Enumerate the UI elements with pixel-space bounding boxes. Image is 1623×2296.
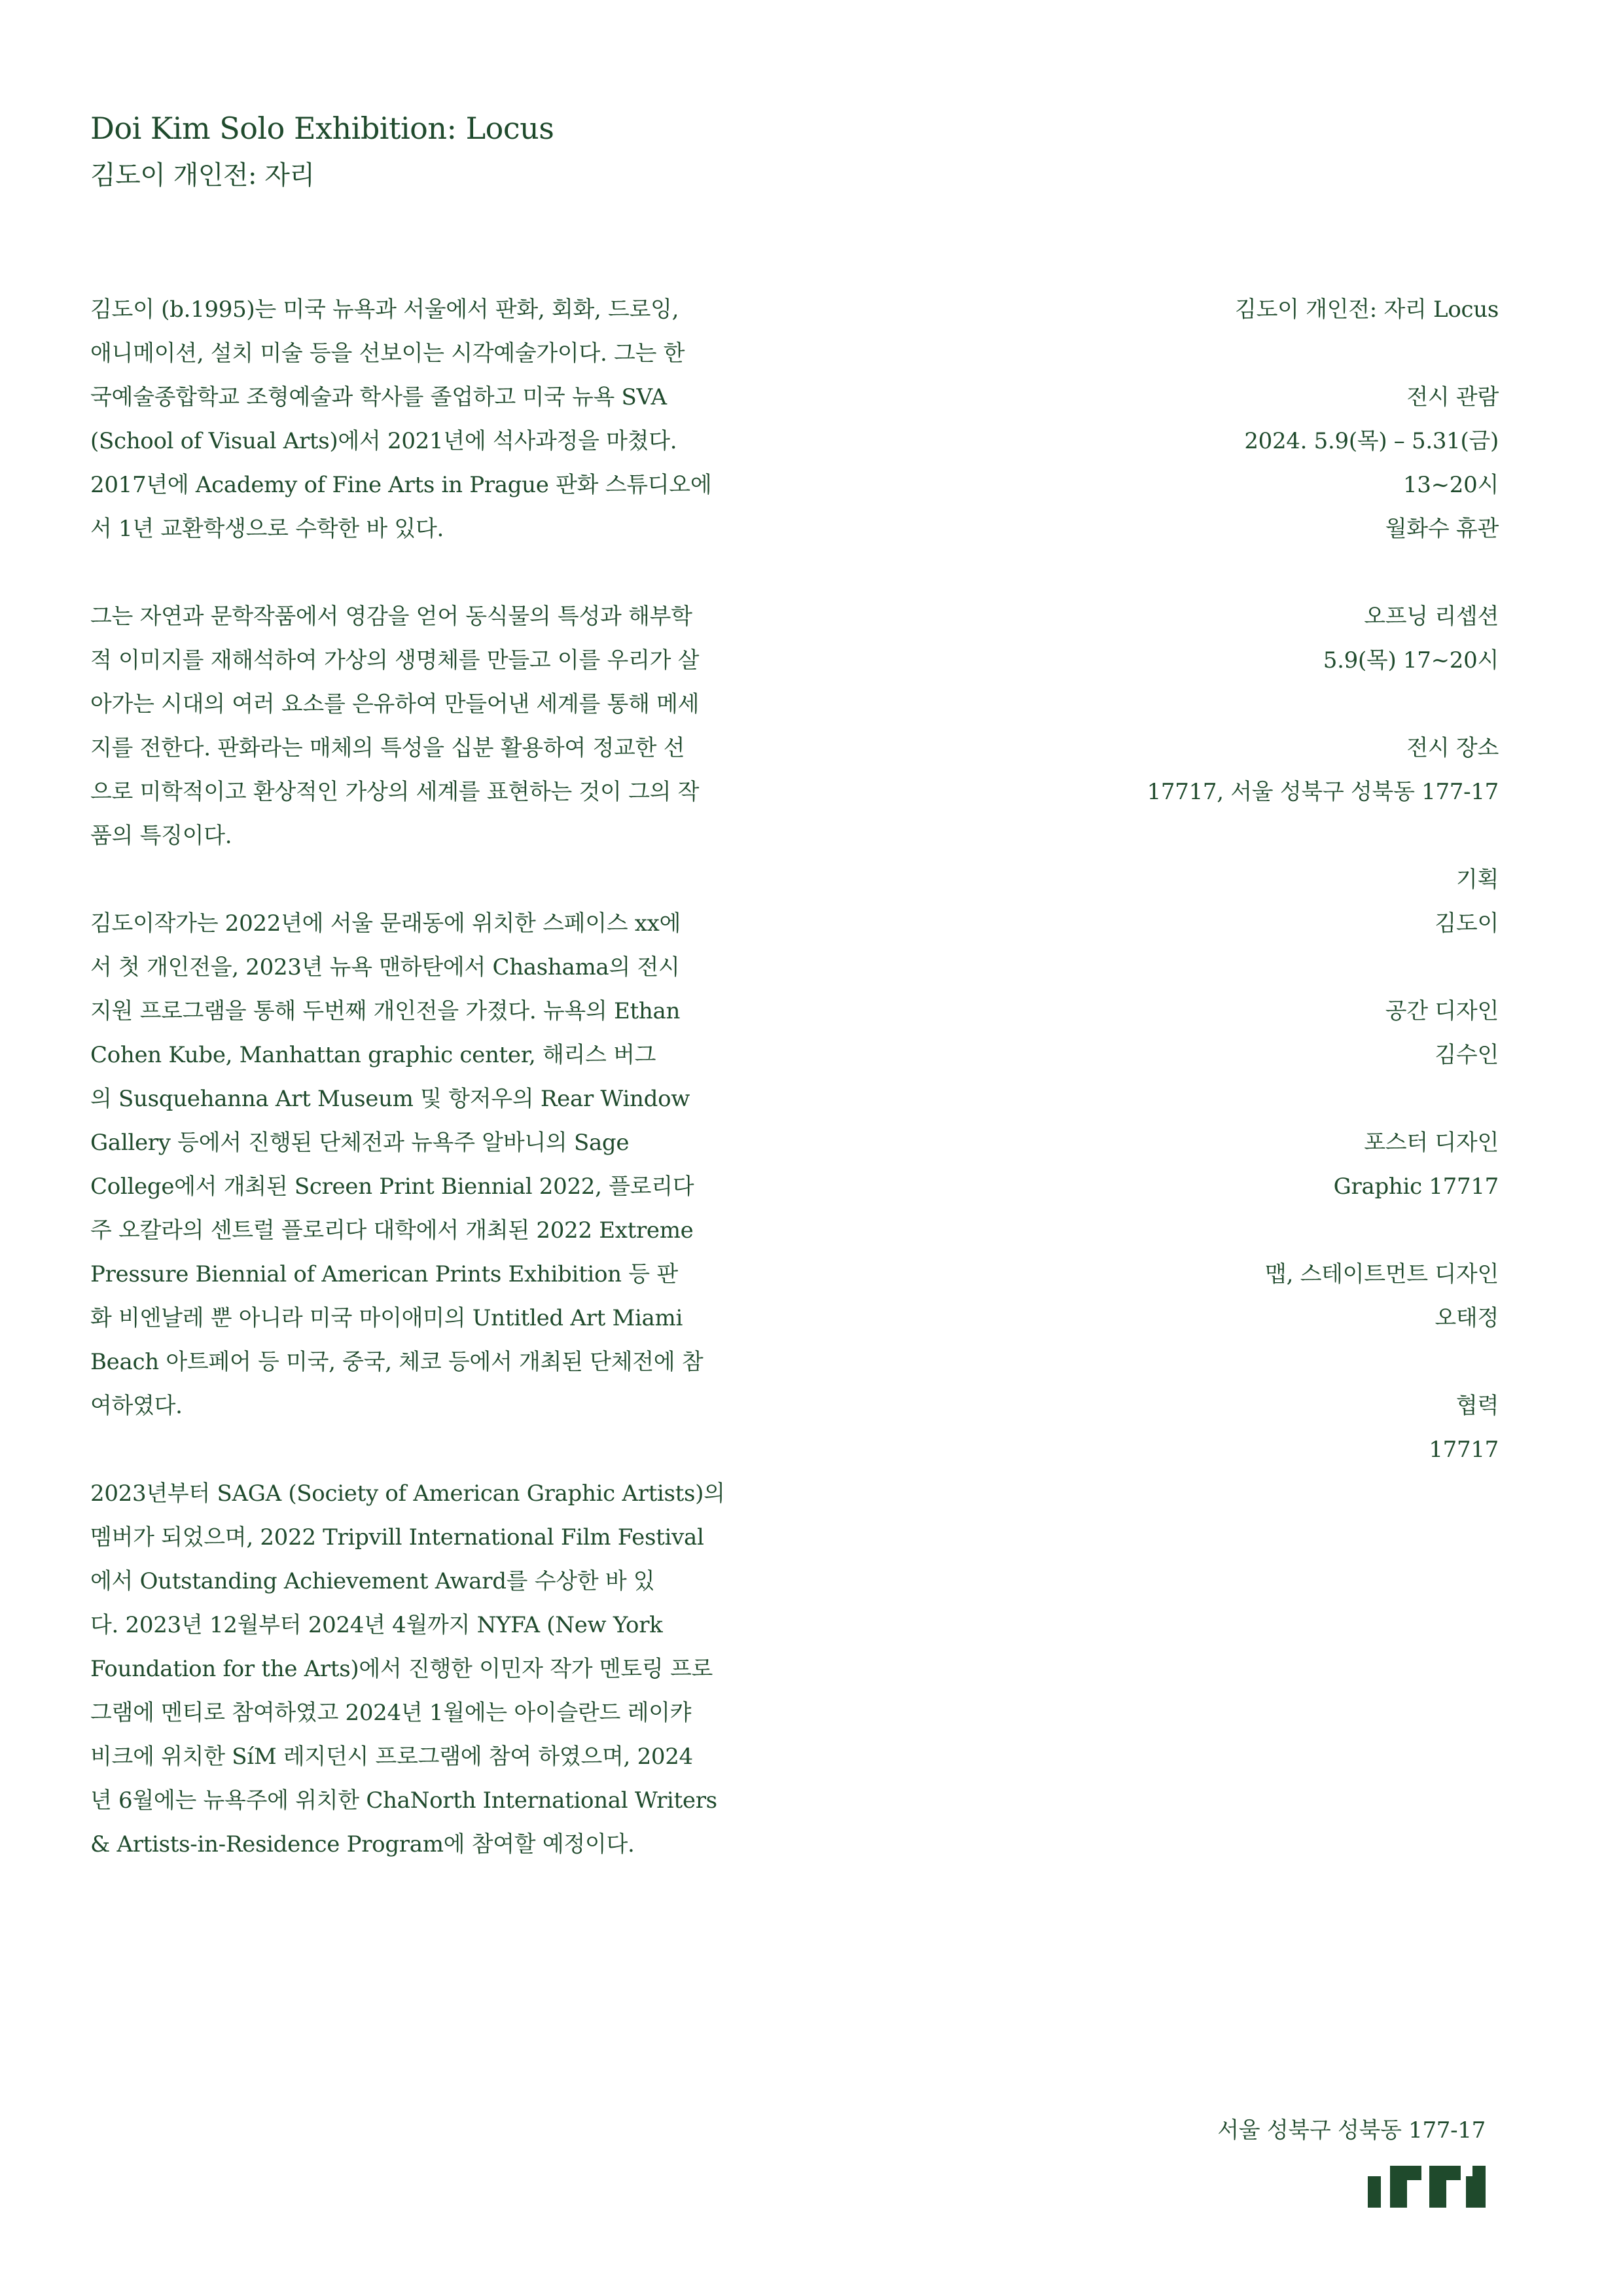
bio-line: 2023년부터 SAGA (Society of American Graphic Artists)의 [90,1480,725,1507]
bio-line: 아가는 시대의 여러 요소를 은유하여 만들어낸 세계를 통해 메세 [90,691,700,717]
bio-paragraph-1 [90,288,771,551]
bio-line: 국예술종합학교 조형예술과 학사를 졸업하고 미국 뉴욕 SVA [90,384,667,410]
bio-line: 다. 2023년 12월부터 2024년 4월까지 NYFA (New York [90,1612,663,1638]
bio-line: 김도이 (b.1995)는 미국 뉴욕과 서울에서 판화, 회화, 드로잉, [90,296,679,323]
bio-line: 여하였다. [90,1393,183,1419]
info-line: 오태정 [1435,1305,1499,1331]
info-heading: 기획 [1455,867,1499,893]
info-line: 2024. 5.9(목) – 5.31(금) [1244,428,1499,454]
bio-line: 멤버가 되었으며, 2022 Tripvill International Film Festival [90,1524,704,1551]
info-heading: 협력 [1455,1393,1499,1419]
info-line: 김도이 개인전: 자리 Locus [1235,296,1499,323]
bio-line: 김도이작가는 2022년에 서울 문래동에 위치한 스페이스 xx에 [90,910,681,937]
bio-line: 으로 미학적이고 환상적인 가상의 세계를 표현하는 것이 그의 작 [90,779,700,805]
bio-line: 애니메이션, 설치 미술 등을 선보이는 시각예술가이다. 그는 한 [90,340,685,367]
bio-line: 그램에 멘티로 참여하였고 2024년 1월에는 아이슬란드 레이캬 [90,1700,692,1726]
bio-paragraph-3 [90,902,771,1428]
info-venue [1147,726,1499,814]
info-line: 17717, 서울 성북구 성북동 177-17 [1147,779,1499,805]
bio-line: 그는 자연과 문학작품에서 영감을 얻어 동식물의 특성과 해부학 [90,603,692,630]
info-heading: 포스터 디자인 [1364,1130,1499,1156]
bio-line: Beach 아트페어 등 미국, 중국, 체코 등에서 개최된 단체전에 참 [90,1349,704,1375]
exhibition-info [1147,288,1499,1516]
bio-line: (School of Visual Arts)에서 2021년에 석사과정을 마쳤다. [90,428,677,454]
info-map-statement-design [1147,1253,1499,1340]
bio-line: Pressure Biennial of American Prints Exhibition 등 판 [90,1261,678,1287]
info-line: Graphic 17717 [1333,1174,1499,1200]
info-exhibition-title [1147,288,1499,332]
info-line: 김도이 [1435,910,1499,937]
info-heading: 오프닝 리셉션 [1364,603,1499,630]
footer [1217,2111,1486,2208]
bio-line: 년 6월에는 뉴욕주에 위치한 ChaNorth International Writers [90,1787,717,1814]
info-line: 월화수 휴관 [1385,516,1499,542]
info-line: 13~20시 [1402,472,1499,498]
bio-line: 의 Susquehanna Art Museum 및 항저우의 Rear Window [90,1086,690,1112]
bio-line: 서 첫 개인전을, 2023년 뉴욕 맨하탄에서 Chashama의 전시 [90,954,680,980]
header [90,105,554,199]
bio-line: College에서 개최된 Screen Print Biennial 2022, 플로리다 [90,1174,694,1200]
info-space-design [1147,990,1499,1077]
bio-line: & Artists-in-Residence Program에 참여할 예정이다. [90,1831,635,1857]
bio-paragraph-2 [90,595,771,858]
info-collaboration [1147,1384,1499,1472]
bio-line: 적 이미지를 재해석하여 가상의 생명체를 만들고 이를 우리가 살 [90,647,700,673]
bio-line: Cohen Kube, Manhattan graphic center, 해리스 버그 [90,1042,656,1068]
info-heading: 공간 디자인 [1385,998,1499,1024]
info-heading: 전시 관람 [1406,384,1499,410]
info-heading: 맵, 스테이트먼트 디자인 [1265,1261,1499,1287]
info-line: 17717 [1429,1437,1499,1463]
info-heading: 전시 장소 [1406,735,1499,761]
bio-line: Gallery 등에서 진행된 단체전과 뉴욕주 알바니의 Sage [90,1130,630,1156]
info-viewing-hours [1147,376,1499,551]
bio-line: 지원 프로그램을 통해 두번째 개인전을 가졌다. 뉴욕의 Ethan [90,998,681,1024]
bio-line: 2017년에 Academy of Fine Arts in Prague 판화 스튜디오에 [90,472,712,498]
bio-line: 주 오칼라의 센트럴 플로리다 대학에서 개최된 2022 Extreme [90,1217,694,1244]
bio-line: 지를 전한다. 판화라는 매체의 특성을 십분 활용하여 정교한 선 [90,735,685,761]
bio-line: Foundation for the Arts)에서 진행한 이민자 작가 멘토링 프로 [90,1656,713,1682]
bio-paragraph-4 [90,1472,771,1867]
bio-line: 에서 Outstanding Achievement Award를 수상한 바 있 [90,1568,655,1594]
artist-biography [90,288,771,1910]
info-opening-reception [1147,595,1499,683]
info-poster-design [1147,1121,1499,1209]
bio-line: 품의 특징이다. [90,823,232,849]
title-english: Doi Kim Solo Exhibition: Locus [90,111,554,146]
bio-line: 화 비엔날레 뿐 아니라 미국 마이애미의 Untitled Art Miami [90,1305,683,1331]
info-line: 김수인 [1435,1042,1499,1068]
footer-address: 서울 성북구 성북동 177-17 [1217,2117,1486,2144]
bio-line: 서 1년 교환학생으로 수학한 바 있다. [90,516,444,542]
info-line: 5.9(목) 17~20시 [1323,647,1499,673]
info-curation [1147,858,1499,946]
gallery-logo [1368,2166,1486,2208]
bio-line: 비크에 위치한 SíM 레지던시 프로그램에 참여 하였으며, 2024 [90,1744,693,1770]
title-korean: 김도이 개인전: 자리 [90,160,315,190]
